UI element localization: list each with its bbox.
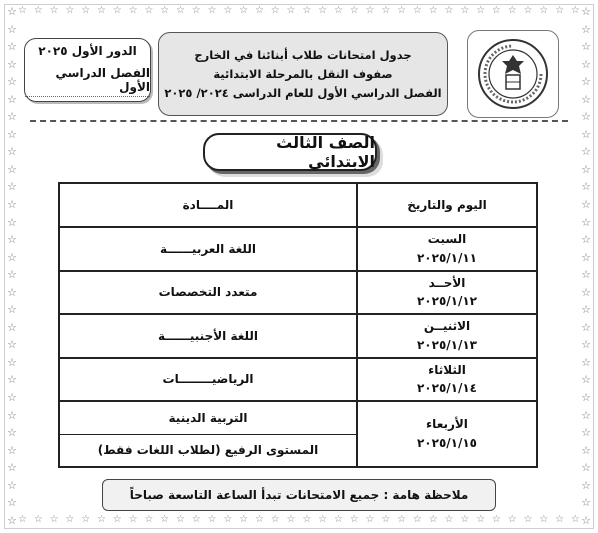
grade-title: الصف الثالث الابتدائي [203, 133, 377, 171]
ministry-of-education-seal-icon [476, 37, 550, 111]
day-date-cell [357, 227, 537, 271]
day-date-cell [357, 358, 537, 402]
table-row [59, 314, 537, 358]
exam-date: ٢٠٢٥/١/١٤ [416, 381, 478, 396]
star-border-top: ☆ ☆ ☆ ☆ ☆ ☆ ☆ ☆ ☆ ☆ ☆ ☆ ☆ ☆ ☆ ☆ ☆ ☆ ☆ ☆ ☆ ☆ ☆ ☆ ☆ ☆ ☆ ☆ ☆ ☆ ☆ ☆ ☆ ☆ ☆ ☆ [18, 5, 580, 16]
star-border-right: ☆ ☆ ☆ ☆ ☆ ☆ ☆ ☆ ☆ ☆ ☆ ☆ ☆ ☆ ☆ ☆ ☆ ☆ ☆ ☆ ☆ ☆ ☆ ☆ ☆ ☆ ☆ ☆ ☆ ☆ [581, 5, 591, 527]
header-divider [30, 120, 568, 122]
day-name: الاثنيــن [423, 319, 471, 334]
subject-cell: متعدد التخصصات [59, 271, 357, 315]
day-name: الأحــد [428, 275, 466, 290]
important-note: ملاحظة هامة : جميع الامتحانات تبدأ الساعة التاسعة صباحاً [102, 479, 496, 511]
table-row [59, 227, 537, 271]
schedule-title-box [158, 32, 448, 116]
exam-date: ٢٠٢٥/١/١١ [416, 250, 478, 265]
day-date-cell [357, 271, 537, 315]
exam-date: ٢٠٢٥/١/١٣ [416, 337, 478, 352]
day-name: الثلاثاء [428, 362, 466, 377]
exam-date: ٢٠٢٥/١/١٢ [416, 294, 478, 309]
ministry-logo [467, 30, 559, 118]
table-row [59, 358, 537, 402]
subject-religion: التربية الدينية [168, 410, 248, 425]
exam-schedule-table [58, 182, 538, 468]
star-border-left: ☆ ☆ ☆ ☆ ☆ ☆ ☆ ☆ ☆ ☆ ☆ ☆ ☆ ☆ ☆ ☆ ☆ ☆ ☆ ☆ ☆ ☆ ☆ ☆ ☆ ☆ ☆ ☆ ☆ ☆ [7, 5, 17, 527]
subject-advanced-level: المستوى الرفيع (لطلاب اللغات فقط) [60, 434, 356, 467]
subject-cell: اللغة العربيــــــة [59, 227, 357, 271]
header-day-date: اليوم والتاريخ [357, 183, 537, 227]
table-row [59, 271, 537, 315]
subject-cell: اللغة الأجنبيــــــة [59, 314, 357, 358]
title-line-3: الفصل الدراسي الأول للعام الدراسى ٢٠٢٤/ ٢٠٢٥ [164, 86, 442, 100]
title-line-1: جدول امتحانات طلاب أبنائنا في الخارج [194, 48, 412, 62]
exam-term: الفصل الدراسي الأول [25, 66, 150, 97]
exam-round-box [24, 38, 151, 102]
day-date-cell [357, 314, 537, 358]
subject-cell [59, 401, 357, 467]
table-row [59, 401, 537, 467]
title-line-2: صفوف النقل بالمرحلة الابتدائية [213, 67, 393, 81]
table-header-row [59, 183, 537, 227]
exam-date: ٢٠٢٥/١/١٥ [416, 436, 478, 450]
day-name: الأربعاء [426, 417, 468, 432]
star-border-bottom: ☆ ☆ ☆ ☆ ☆ ☆ ☆ ☆ ☆ ☆ ☆ ☆ ☆ ☆ ☆ ☆ ☆ ☆ ☆ ☆ ☆ ☆ ☆ ☆ ☆ ☆ ☆ ☆ ☆ ☆ ☆ ☆ ☆ ☆ ☆ ☆ [18, 514, 580, 525]
day-date-cell [357, 401, 537, 467]
exam-round: الدور الأول ٢٠٢٥ [38, 43, 137, 58]
day-name: السبت [427, 232, 467, 247]
subject-cell: الرياضيــــــــات [59, 358, 357, 402]
header-subject: المــــادة [59, 183, 357, 227]
